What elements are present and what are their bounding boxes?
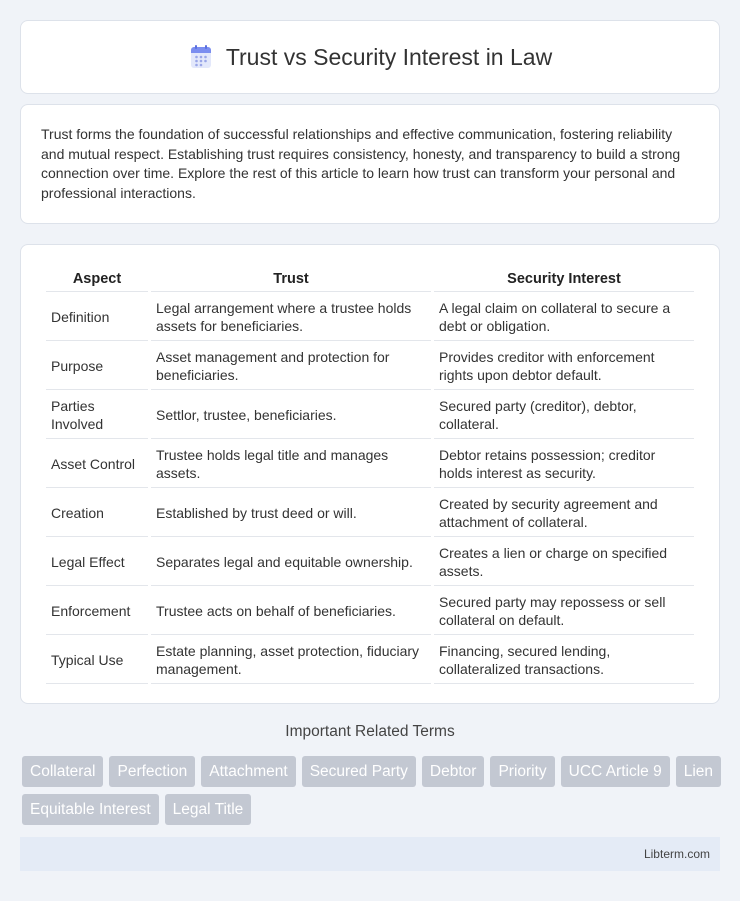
cell-trust: Legal arrangement where a trustee holds assets for beneficiaries. [151, 294, 431, 341]
table-row [46, 637, 694, 684]
intro-card [20, 104, 720, 224]
cell-trust: Asset management and protection for beneficiaries. [151, 343, 431, 390]
cell-aspect: Enforcement [46, 588, 148, 635]
cell-aspect: Purpose [46, 343, 148, 390]
cell-aspect: Creation [46, 490, 148, 537]
cell-trust: Trustee holds legal title and manages assets. [151, 441, 431, 488]
tag-lien[interactable]: Lien [676, 756, 721, 787]
table-row [46, 343, 694, 390]
cell-trust: Settlor, trustee, beneficiaries. [151, 392, 431, 439]
cell-security: Financing, secured lending, collateralized transactions. [434, 637, 694, 684]
table-header-row [46, 267, 694, 292]
cell-aspect: Definition [46, 294, 148, 341]
header-aspect: Aspect [46, 267, 148, 292]
related-terms-tags [22, 756, 722, 825]
table-row [46, 539, 694, 586]
comparison-table-card [20, 244, 720, 704]
related-terms-title: Important Related Terms [285, 723, 455, 740]
cell-security: Debtor retains possession; creditor holds interest as security. [434, 441, 694, 488]
tag-collateral[interactable]: Collateral [22, 756, 103, 787]
header-security-interest: Security Interest [434, 267, 694, 292]
tag-ucc-article-9[interactable]: UCC Article 9 [561, 756, 670, 787]
cell-aspect: Asset Control [46, 441, 148, 488]
table-row [46, 392, 694, 439]
table-row [46, 588, 694, 635]
cell-trust: Separates legal and equitable ownership. [151, 539, 431, 586]
tag-perfection[interactable]: Perfection [109, 756, 195, 787]
tag-priority[interactable]: Priority [490, 756, 554, 787]
table-row [46, 441, 694, 488]
tag-attachment[interactable]: Attachment [201, 756, 295, 787]
table-row [46, 490, 694, 537]
tag-legal-title[interactable]: Legal Title [165, 794, 252, 825]
cell-trust: Established by trust deed or will. [151, 490, 431, 537]
cell-aspect: Typical Use [46, 637, 148, 684]
footer [20, 837, 720, 871]
cell-security: A legal claim on collateral to secure a debt or obligation. [434, 294, 694, 341]
cell-trust: Trustee acts on behalf of beneficiaries. [151, 588, 431, 635]
tag-equitable-interest[interactable]: Equitable Interest [22, 794, 159, 825]
footer-site-link[interactable]: Libterm.com [643, 847, 710, 861]
cell-security: Secured party may repossess or sell collateral on default. [434, 588, 694, 635]
cell-aspect: Parties Involved [46, 392, 148, 439]
cell-security: Created by security agreement and attachment of collateral. [434, 490, 694, 537]
header-card [20, 20, 720, 94]
cell-security: Secured party (creditor), debtor, collateral. [434, 392, 694, 439]
cell-trust: Estate planning, asset protection, fiduciary management. [151, 637, 431, 684]
tag-secured-party[interactable]: Secured Party [302, 756, 416, 787]
tag-debtor[interactable]: Debtor [422, 756, 485, 787]
header-trust: Trust [151, 267, 431, 292]
intro-text: Trust forms the foundation of successful relationships and effective communication, fostering reliability and mutual respect. Establishing trust requires consistency, honesty, and transparency to build a strong connection over time. Explore the rest of this article to learn how trust can transform your personal and professional interactions. [41, 126, 681, 201]
cell-security: Provides creditor with enforcement rights upon debtor default. [434, 343, 694, 390]
cell-security: Creates a lien or charge on specified assets. [434, 539, 694, 586]
document-icon [188, 44, 214, 70]
page-title: Trust vs Security Interest in Law [225, 43, 553, 70]
table-row [46, 294, 694, 341]
cell-aspect: Legal Effect [46, 539, 148, 586]
comparison-table [43, 265, 697, 686]
